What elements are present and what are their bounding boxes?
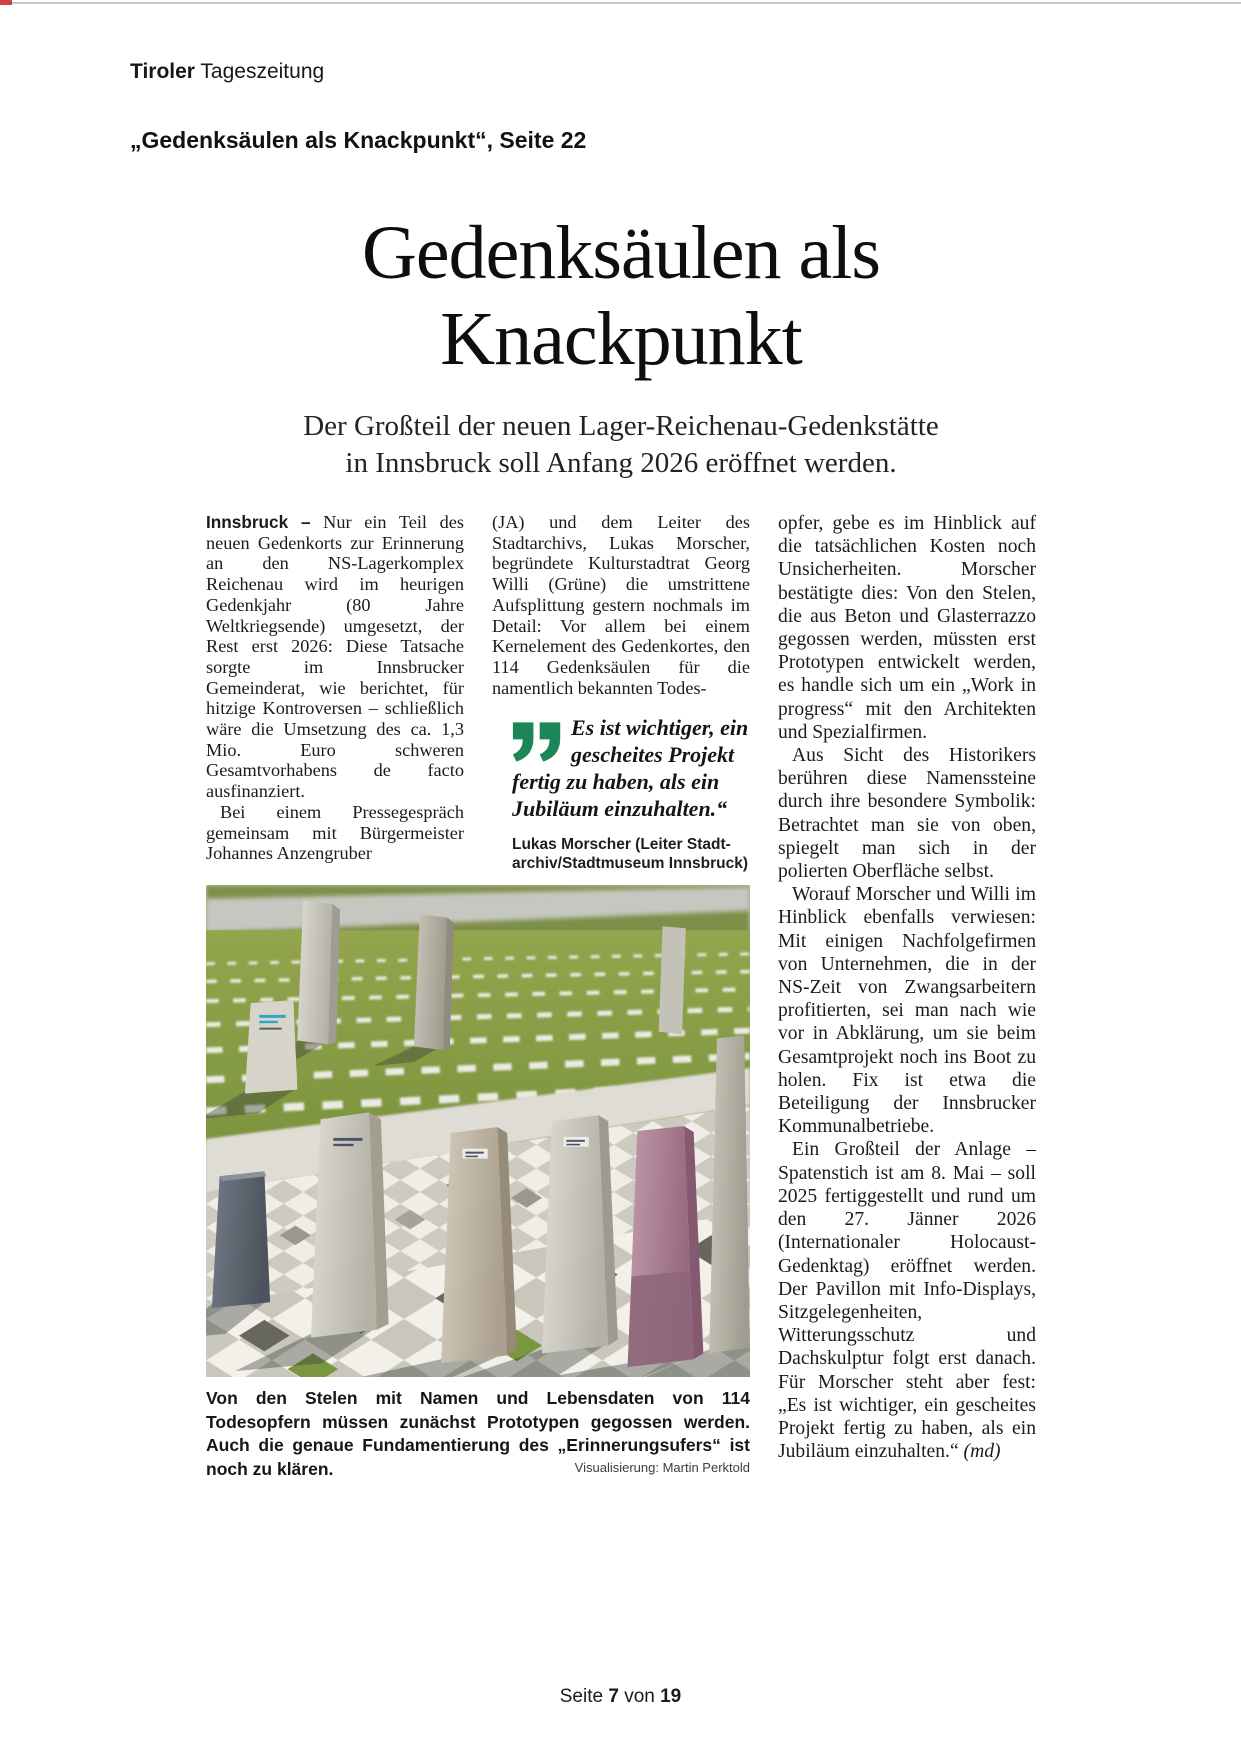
scan-artifact-red-mark — [0, 0, 12, 5]
footer-label-of: von — [624, 1686, 655, 1707]
newspaper-masthead — [130, 60, 324, 84]
article — [206, 210, 1036, 1481]
newspaper-name-bold: Tiroler — [130, 60, 195, 83]
paragraph: Bei einem Pressegespräch gemeinsam mit Bürgermeister Johannes Anzengruber — [206, 801, 464, 864]
scan-artifact-line — [0, 2, 1241, 4]
attribution-line-1: Lukas Morscher (Leiter Stadt- — [512, 836, 731, 854]
paragraph: Worauf Morscher und Willi im Hinblick ebenfalls verwiesen: Mit einigen Nachfolgefirmen von Unternehmen, die in der NS-Zeit von Zwangsarbeitern profitierten, sei man nach wie vor in Abklärung, um sie beim Gesamtprojekt noch ins Boot zu holen. Fix ist etwa die Beteiligung der Innsbrucker Kommunalbetriebe. — [778, 884, 1036, 1138]
article-photo-memorial-visualization — [206, 885, 750, 1377]
body-column-2 — [492, 512, 750, 873]
pull-quote — [512, 714, 750, 873]
footer-label-page: Seite — [559, 1686, 604, 1707]
page-footer — [0, 1686, 1241, 1708]
headline-line-1: Gedenksäulen als — [362, 211, 880, 295]
article-subhead — [206, 408, 1036, 482]
paragraph — [778, 1138, 1036, 1463]
photo-caption — [206, 1387, 750, 1481]
pull-quote-attribution — [512, 835, 750, 873]
paragraph: (JA) und dem Leiter des Stadtarchivs, Lukas Morscher, begründete Kulturstadtrat Georg Willi (Grüne) die umstrittene Aufsplittung gestern nochmals im Detail: Vor allem bei einem Kernelement des Gedenkortes, den 114 Gedenksäulen für die namentlich bekannten Todes- — [492, 512, 750, 698]
footer-total-pages: 19 — [660, 1686, 682, 1707]
paragraph-text: Nur ein Teil des neuen Gedenkorts zur Erinnerung an den NS-Lagerkomplex Reichenau wird im heurigen Gedenkjahr (80 Jahre Weltkriegsende) umgesetzt, der Rest erst 2026: Diese Tatsache sorgte im Innsbrucker Gemeinderat, wie berichtet, für hitzige Kontroversen – schließlich wäre die Umsetzung des ca. 1,3 Mio. Euro schweren Gesamtvorhabens de facto ausfinanziert. — [206, 512, 464, 802]
memorial-steles-illustration — [206, 885, 750, 1377]
photo-credit: Visualisierung: Martin Perktold — [574, 1459, 750, 1475]
subhead-line-2: in Innsbruck soll Anfang 2026 eröffnet werden. — [345, 447, 897, 479]
pull-quote-text: Es ist wichtiger, ein gescheites Projekt fertig zu haben, als ein Jubiläum einzuhalten.“ — [512, 715, 749, 822]
paragraph: Aus Sicht des Historikers berühren diese Namenssteine durch ihre besondere Symbolik: Betrachtet man sie von oben, spiegelt man sich in der polierten Oberfläche selbst. — [778, 745, 1036, 883]
article-body — [206, 512, 1036, 1481]
caption-text: Von den Stelen mit Namen und Lebensdaten von 114 Todesopfern müssen zunächst Prototypen gegossen werden. Auch die genaue Fundamentierung des „Erinnerungsufers“ ist noch zu klären. — [206, 1388, 750, 1479]
paragraph: opfer, gebe es im Hinblick auf die tatsächlichen Kosten noch Unsicherheiten. Morscher bestätigte dies: Von den Stelen, die aus Beton und Glasterrazzo gegossen werden, müssten erst Prototypen entwickelt werden, es handle sich um ein „Work in progress“ mit den Architekten und Spezialfirmen. — [778, 513, 1036, 743]
quote-mark-icon — [512, 719, 562, 765]
newspaper-name-rest: Tageszeitung — [194, 60, 325, 83]
subhead-line-1: Der Großteil der neuen Lager-Reichenau-Gedenkstätte — [303, 410, 939, 442]
body-column-1 — [206, 512, 464, 873]
body-column-3 — [778, 512, 1036, 1481]
author-initials: (md) — [963, 1441, 1001, 1463]
footer-page-number: 7 — [608, 1686, 619, 1707]
paragraph — [206, 512, 464, 802]
clipping-subject-line: „Gedenksäulen als Knackpunkt“, Seite 22 — [130, 127, 587, 153]
attribution-line-2: archiv/Stadtmuseum Innsbruck) — [512, 855, 749, 873]
location-lead-in: Innsbruck – — [206, 512, 311, 532]
article-headline — [206, 210, 1036, 382]
paragraph-text: Ein Großteil der Anlage – Spatenstich ist am 8. Mai – soll 2025 fertiggestellt und rund um den 27. Jänner 2026 (Internationaler Holocaust-Gedenktag) eröffnet werden. Der Pavillon mit Info-Displays, Sitzgelegenheiten, Witterungsschutz und Dachskulptur folgt erst danach. Für Morscher steht aber fest: „Es ist wichtiger, ein gescheites Projekt fertig zu haben, als ein Jubiläum einzuhalten.“ — [778, 1139, 1036, 1463]
headline-line-2: Knackpunkt — [440, 297, 802, 381]
